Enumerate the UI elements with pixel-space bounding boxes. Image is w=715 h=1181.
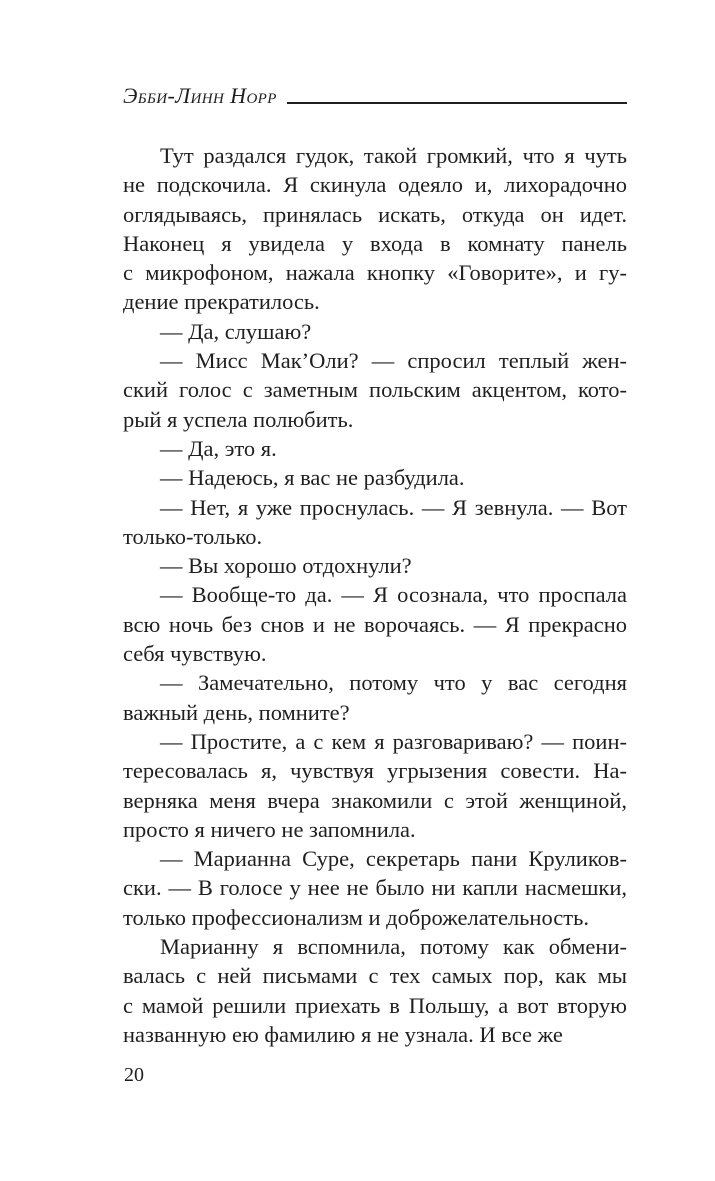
text-line: — Мисс Мак’Оли? — спросил теплый жен- [160,348,627,374]
text-line: дение прекратилось. [123,289,320,315]
text-line: тересовалась я, чувствуя угрызения совести. На- [123,758,627,784]
text-line: только профессионализм и доброжелательность. [123,904,589,930]
text-line: оглядываясь, принялась искать, откуда он идет. [123,201,627,227]
text-line: только-только. [123,523,263,549]
text-line: — Марианна Суре, секретарь пани Круликов- [160,846,627,872]
header-rule [287,102,627,104]
text-line: Наконец я увидела у входа в комнату панель [123,230,627,256]
text-line: названную ею фамилию я не узнала. И все же [123,1021,563,1047]
text-line: — Да, это я. [160,435,277,461]
text-line: — Да, слушаю? [160,318,312,344]
text-line: себя чувствую. [123,641,267,667]
text-line: не подскочила. Я скинула одеяло и, лихорадочно [123,172,627,198]
author-name: Эбби-Линн Норр [123,83,277,108]
text-line: просто я ничего не запомнила. [123,816,416,842]
text-line: ский голос с заметным польским акцентом, кото- [123,377,627,403]
text-line: — Замечательно, потому что у вас сегодня [160,670,627,696]
text-line: с мамой решили приехать в Польшу, а вот вторую [123,992,627,1018]
text-line: — Вообще-то да. — Я осознала, что проспала [160,582,627,608]
text-line: Марианну я вспомнила, потому как обмени- [160,934,627,960]
text-line: важный день, помните? [123,699,350,725]
text-line: верняка меня вчера знакомили с этой женщиной, [123,787,627,813]
text-line: — Вы хорошо отдохнули? [160,553,412,579]
page-number: 20 [124,1064,144,1086]
text-block [123,141,627,1049]
text-line: — Нет, я уже проснулась. — Я зевнула. — Вот [160,494,627,520]
text-line: рый я успела полюбить. [123,406,354,432]
text-line: — Надеюсь, я вас не разбудила. [160,465,465,491]
text-line: Тут раздался гудок, такой громкий, что я чуть [160,143,627,168]
running-header [123,84,627,108]
text-line: всю ночь без снов и не ворочаясь. — Я прекрасно [123,611,627,637]
text-line: с микрофоном, нажала кнопку «Говорите», и гу- [123,260,627,286]
text-line: валась с ней письмами с тех самых пор, как мы [123,963,627,989]
text-line: ски. — В голосе у нее не было ни капли насмешки, [123,875,627,901]
text-line: — Простите, а с кем я разговариваю? — поин- [160,728,627,754]
